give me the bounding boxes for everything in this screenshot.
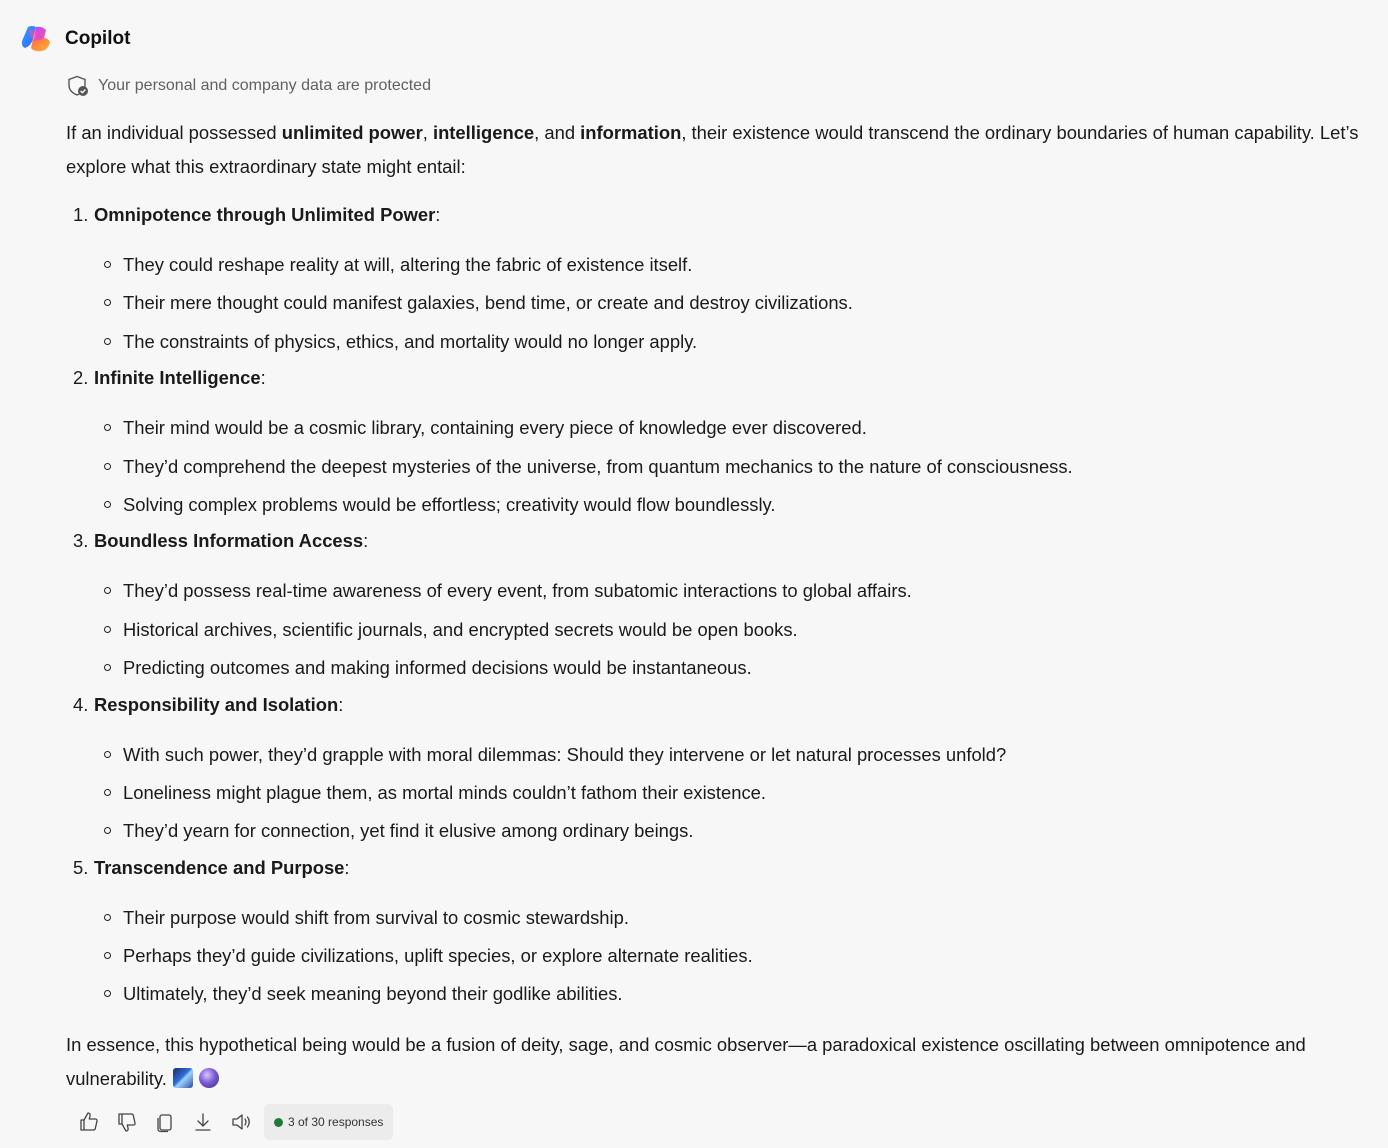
bullet-item: The constraints of physics, ethics, and mortality would no longer apply. xyxy=(66,323,1366,361)
response-toolbar xyxy=(70,1104,393,1140)
bullet-item: Historical archives, scientific journals, and encrypted secrets would be open books. xyxy=(66,611,1366,649)
heading-colon: : xyxy=(363,530,369,552)
thumbs-up-icon xyxy=(77,1110,101,1134)
section-heading xyxy=(66,851,1366,885)
section-title: Responsibility and Isolation xyxy=(94,693,339,715)
intro-text: , and xyxy=(534,122,581,143)
heading-colon: : xyxy=(260,367,266,389)
milky-way-emoji-icon xyxy=(173,1068,193,1088)
bullet-item: Predicting outcomes and making informed decisions would be instantaneous. xyxy=(66,649,1366,687)
bullet-list xyxy=(66,736,1366,851)
section-heading xyxy=(66,688,1366,722)
conclusion-text: In essence, this hypothetical being would be a fusion of deity, sage, and cosmic observer—a paradoxical existence oscillating between omnipotence and vulnerability. xyxy=(66,1033,1306,1089)
bullet-list xyxy=(66,246,1366,361)
section-title: Infinite Intelligence xyxy=(94,367,261,389)
section-title: Boundless Information Access xyxy=(94,530,364,552)
intro-text: , xyxy=(422,122,433,143)
intro-text: , their existence would transcend the ordinary boundaries of human capability. Let’s explore what this extraordinary state might entail: xyxy=(66,122,1359,177)
bullet-item: They’d possess real-time awareness of every event, from subatomic interactions to global affairs. xyxy=(66,572,1366,610)
section-item xyxy=(66,524,1366,687)
shield-check-icon xyxy=(66,74,90,98)
section-heading xyxy=(66,361,1366,395)
status-dot-icon xyxy=(274,1118,283,1127)
section-number: 1. xyxy=(73,204,89,225)
bullet-item: Solving complex problems would be effortless; creativity would flow boundlessly. xyxy=(66,486,1366,524)
response-counter-badge[interactable] xyxy=(264,1104,393,1140)
intro-bold-power: unlimited power xyxy=(281,122,423,143)
section-item xyxy=(66,361,1366,524)
intro-paragraph xyxy=(66,116,1366,184)
intro-bold-intelligence: intelligence xyxy=(432,122,535,143)
data-protection-text: Your personal and company data are protected xyxy=(98,77,431,94)
read-aloud-button[interactable] xyxy=(222,1104,260,1140)
crystal-ball-emoji-icon xyxy=(199,1068,219,1088)
thumbs-down-icon xyxy=(115,1110,139,1134)
conclusion-paragraph xyxy=(66,1028,1366,1096)
section-number: 4. xyxy=(73,693,89,715)
bullet-list xyxy=(66,899,1366,1014)
section-item xyxy=(66,851,1366,1014)
section-number: 5. xyxy=(73,856,89,878)
section-heading xyxy=(66,524,1366,558)
bullet-list xyxy=(66,572,1366,687)
bullet-item: They’d comprehend the deepest mysteries of the universe, from quantum mechanics to the nature of consciousness. xyxy=(66,448,1366,486)
bullet-item: Their mind would be a cosmic library, containing every piece of knowledge ever discovered. xyxy=(66,409,1366,447)
download-icon xyxy=(191,1110,215,1134)
bullet-item: They’d yearn for connection, yet find it elusive among ordinary beings. xyxy=(66,812,1366,850)
section-number: 2. xyxy=(73,367,89,389)
header xyxy=(20,24,130,54)
bullet-item: Loneliness might plague them, as mortal minds couldn’t fathom their existence. xyxy=(66,774,1366,812)
bullet-item: They could reshape reality at will, altering the fabric of existence itself. xyxy=(66,246,1366,284)
data-protection-notice xyxy=(66,74,431,98)
speaker-icon xyxy=(229,1110,253,1134)
export-button[interactable] xyxy=(184,1104,222,1140)
section-item xyxy=(66,688,1366,851)
response-counter-label: 3 of 30 responses xyxy=(288,1115,384,1129)
bullet-item: With such power, they’d grapple with moral dilemmas: Should they intervene or let natural processes unfold? xyxy=(66,736,1366,774)
heading-colon: : xyxy=(338,693,344,715)
section-number: 3. xyxy=(73,530,89,552)
bullet-item: Their mere thought could manifest galaxies, bend time, or create and destroy civilizations. xyxy=(66,284,1366,322)
thumbs-up-button[interactable] xyxy=(70,1104,108,1140)
section-item xyxy=(66,198,1366,361)
heading-colon: : xyxy=(344,856,350,878)
copilot-logo-icon xyxy=(20,24,52,54)
bullet-item: Perhaps they’d guide civilizations, uplift species, or explore alternate realities. xyxy=(66,937,1366,975)
bullet-list xyxy=(66,409,1366,524)
heading-colon: : xyxy=(435,204,441,225)
app-name: Copilot xyxy=(65,28,131,49)
bullet-item: Their purpose would shift from survival to cosmic stewardship. xyxy=(66,899,1366,937)
thumbs-down-button[interactable] xyxy=(108,1104,146,1140)
section-heading xyxy=(66,198,1366,232)
intro-text: If an individual possessed xyxy=(66,122,282,143)
section-title: Transcendence and Purpose xyxy=(94,856,345,878)
bullet-item: Ultimately, they’d seek meaning beyond their godlike abilities. xyxy=(66,975,1366,1013)
intro-bold-information: information xyxy=(580,122,682,143)
copy-button[interactable] xyxy=(146,1104,184,1140)
copilot-response xyxy=(66,116,1366,1096)
section-title: Omnipotence through Unlimited Power xyxy=(94,204,436,225)
copy-icon xyxy=(153,1110,177,1134)
section-list xyxy=(66,198,1366,1014)
